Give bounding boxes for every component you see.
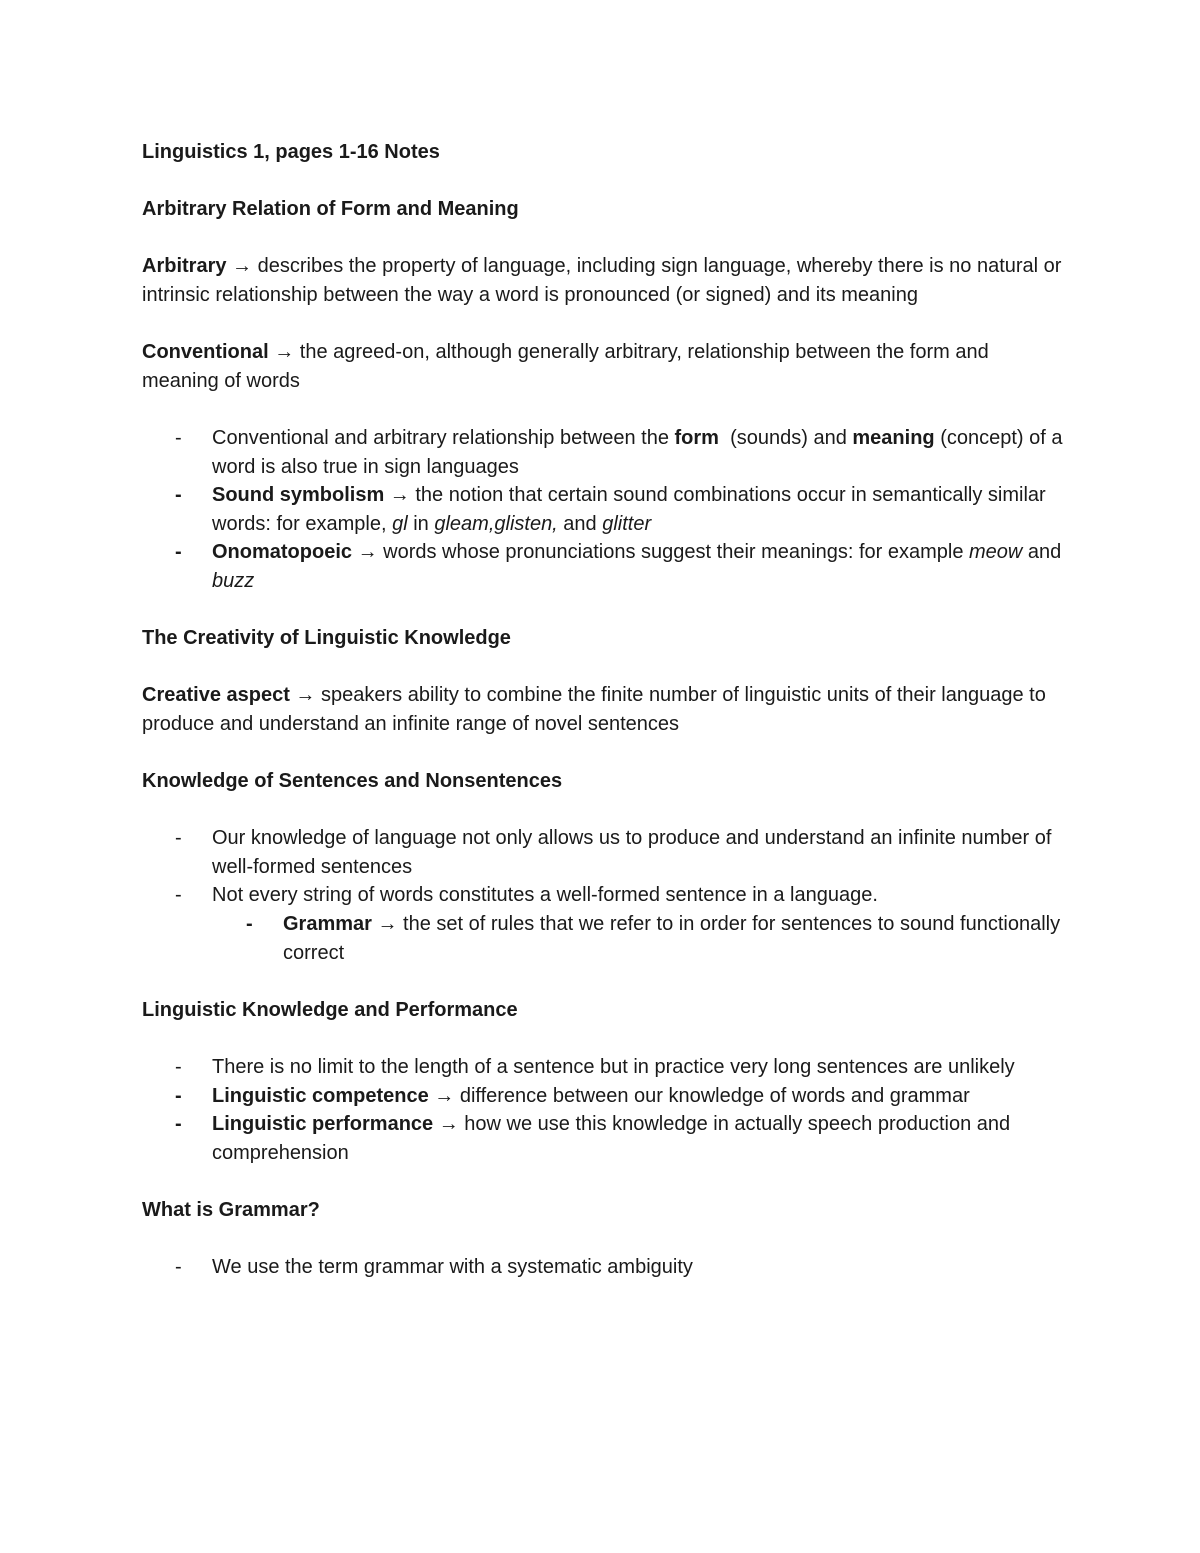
bullet-dash: - [175,1056,182,1078]
bullet-dash: - [175,827,182,850]
list-item [142,538,1067,595]
heading-arbitrary-relation: Arbitrary Relation of Form and Meaning [142,198,519,221]
bullet-dash: - [175,484,182,507]
bullet-text: Conventional and arbitrary relationship between the [212,426,675,449]
term-onomatopoeic: Onomatopoeic [212,541,353,564]
bullet-text: → words whose pronunciations suggest their meanings: for example [352,541,969,564]
definition-creative-aspect [142,681,1067,738]
grammar-bullet-list [142,1253,1067,1282]
heading-performance: Linguistic Knowledge and Performance [142,998,518,1021]
list-item [142,881,1067,910]
definition-creative-text: → speakers ability to combine the finite number of linguistic units of their language to produce and understand an infinite range of novel sentences [142,684,1046,735]
term-sound-symbolism: Sound symbolism [212,484,385,507]
bullet-text: (sounds) and [718,426,853,449]
italic-gl: gl [392,512,408,535]
bullet-text: → the notion that certain sound combinations occur in semantically similar words: for example, [212,484,1046,535]
heading-what-is-grammar: What is Grammar? [142,1198,320,1221]
list-item [142,910,1067,967]
definition-conventional [142,338,1067,395]
italic-buzz: buzz [212,569,255,592]
bullet-text: We use the term grammar with a systematic ambiguity [212,1256,693,1279]
definition-arbitrary [142,252,1067,309]
bullet-dash: - [246,913,253,936]
document-page [142,138,1067,1282]
bullet-dash: - [175,1256,182,1279]
bullet-text: Not every string of words constitutes a well-formed sentence in a language. [212,884,878,907]
bullet-text: → how we use this knowledge in actually speech production and comprehension [212,1113,1011,1164]
conventional-bullet-list [142,424,1067,596]
heading-sentences: Knowledge of Sentences and Nonsentences [142,770,563,793]
list-item [142,1253,1067,1282]
bullet-text: → difference between our knowledge of words and grammar [428,1084,970,1107]
bullet-dash: - [175,426,182,449]
bullet-dash: - [175,1113,182,1136]
performance-bullet-list [142,1053,1067,1167]
italic-meow: meow [969,541,1023,564]
list-item [142,481,1067,538]
list-item [142,1082,1067,1111]
term-linguistic-performance: Linguistic performance [212,1113,434,1136]
sentences-bullet-list [142,824,1067,910]
italic-gleam-glisten: gleam,glisten, [434,512,558,535]
list-item [142,1110,1067,1167]
term-grammar: Grammar [283,913,372,936]
bullet-dash: - [175,1084,182,1107]
list-item [142,424,1067,481]
bullet-text: There is no limit to the length of a sentence but in practice very long sentences are unlikely [212,1056,1015,1078]
bullet-text: (concept) of a word is also true in sign languages [212,426,1063,478]
sentences-sub-bullet-list [142,910,1067,967]
page-title: Linguistics 1, pages 1-16 Notes [142,141,440,163]
bullet-text: → the set of rules that we refer to in order for sentences to sound functionally correct [283,913,1061,964]
bullet-dash: - [175,884,182,907]
term-creative-aspect: Creative aspect [142,684,290,707]
list-item [142,1053,1067,1082]
bold-meaning: meaning [852,426,935,449]
bold-form: form [674,426,719,449]
list-item [142,824,1067,881]
bullet-text: Our knowledge of language not only allows us to produce and understand an infinite number of well-formed sentences [212,827,1052,878]
term-conventional: Conventional [142,341,269,364]
bullet-text: and [557,512,603,535]
term-linguistic-competence: Linguistic competence [212,1084,429,1107]
definition-conventional-text: → the agreed-on, although generally arbitrary, relationship between the form and meaning of words [142,341,989,392]
heading-creativity: The Creativity of Linguistic Knowledge [142,627,511,650]
bullet-text: and [1022,541,1062,564]
bullet-text: in [407,512,435,535]
term-arbitrary: Arbitrary [142,255,227,278]
bullet-dash: - [175,541,182,564]
italic-glitter: glitter [602,512,652,535]
definition-arbitrary-text: → describes the property of language, including sign language, whereby there is no natural or intrinsic relationship between the way a word is pronounced (or signed) and its meaning [142,255,1062,306]
